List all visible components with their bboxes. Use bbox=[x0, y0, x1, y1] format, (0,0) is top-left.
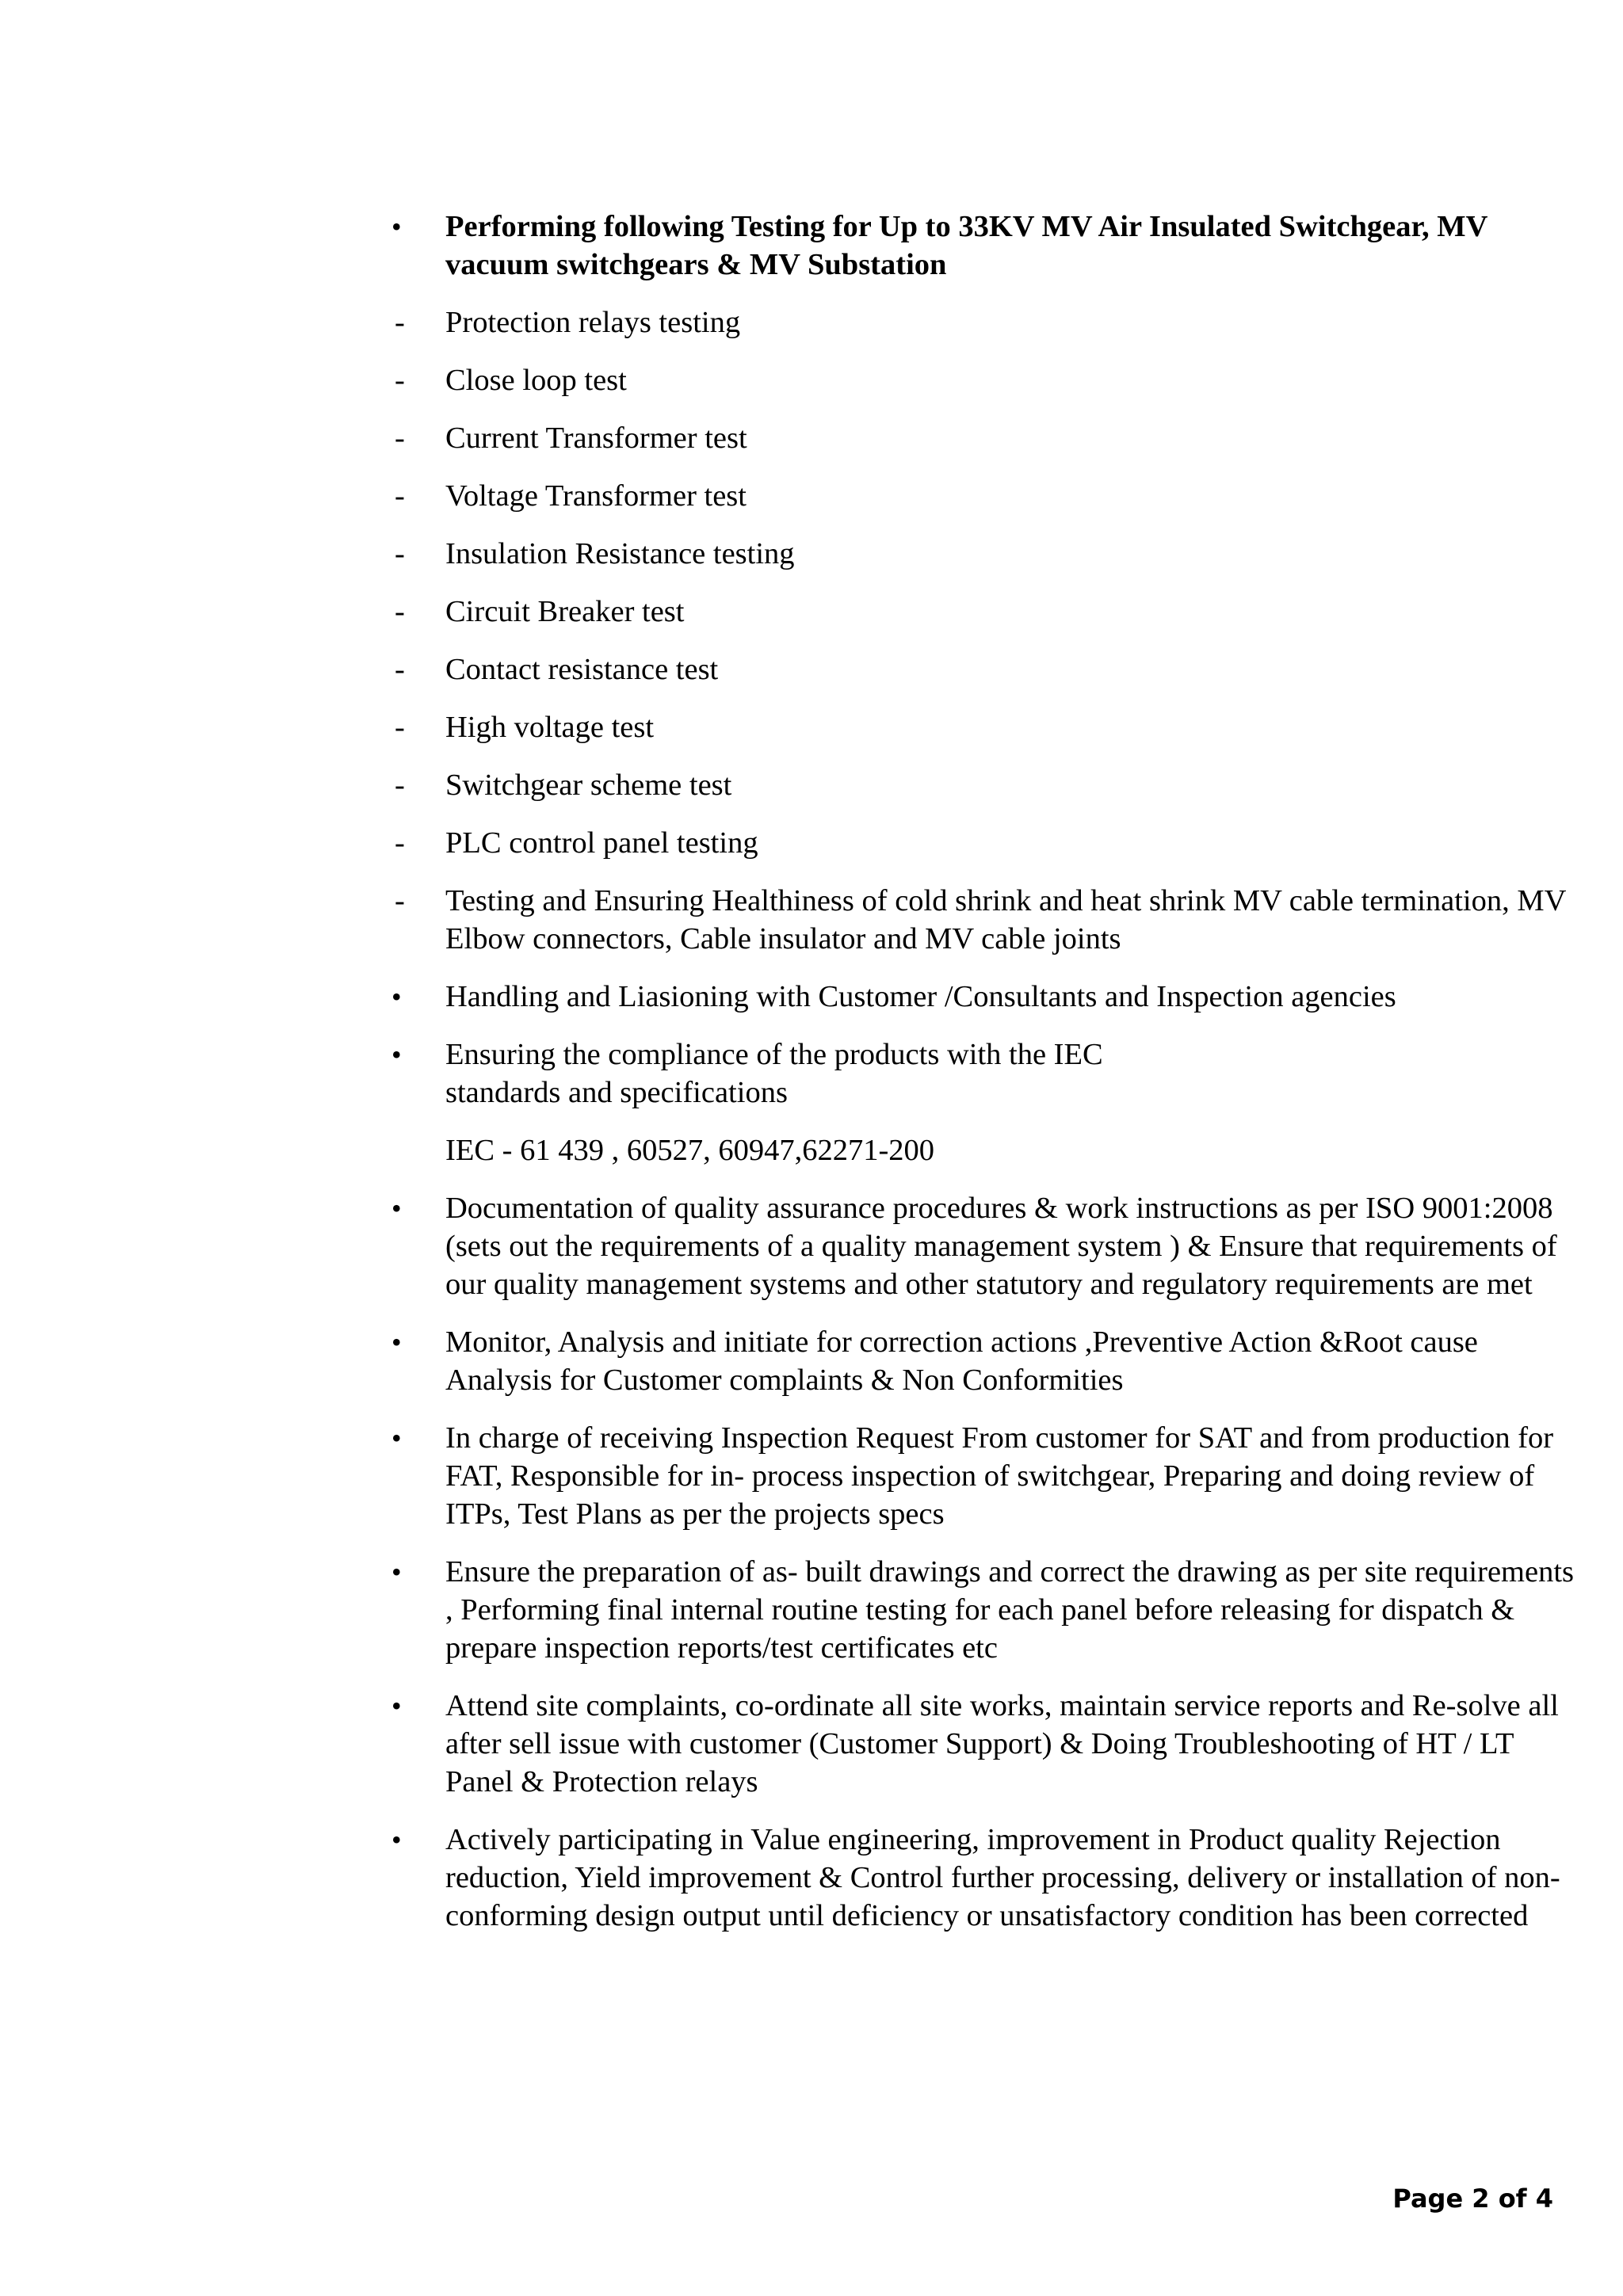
bullet-marker: • bbox=[391, 211, 402, 242]
list-item bbox=[388, 361, 1577, 399]
list-item bbox=[388, 978, 1577, 1016]
dash-marker: - bbox=[395, 306, 405, 339]
list-item-text: Handling and Liasioning with Customer /Consultants and Inspection agencies bbox=[445, 980, 1396, 1013]
list-item bbox=[388, 766, 1577, 804]
dash-marker: - bbox=[395, 479, 405, 513]
list-item bbox=[388, 1323, 1577, 1399]
list-item-text: Monitor, Analysis and initiate for correction actions ,Preventive Action &Root cause Analysis for Customer complaints & Non Conformities bbox=[445, 1325, 1478, 1397]
document-body bbox=[388, 208, 1577, 1955]
list-item-text: IEC - 61 439 , 60527, 60947,62271-200 bbox=[445, 1134, 935, 1167]
dash-marker: - bbox=[395, 826, 405, 860]
list-item-text: Close loop test bbox=[445, 364, 627, 397]
list-item bbox=[388, 882, 1577, 958]
dash-marker: - bbox=[395, 769, 405, 802]
list-item-text: Testing and Ensuring Healthiness of cold shrink and heat shrink MV cable termination, MV Elbow connectors, Cable insulator and MV cable joints bbox=[445, 884, 1566, 955]
dash-marker: - bbox=[395, 537, 405, 570]
dash-marker: - bbox=[395, 711, 405, 744]
dash-marker: - bbox=[395, 595, 405, 628]
list-item-text: High voltage test bbox=[445, 711, 655, 744]
bullet-marker: • bbox=[391, 1824, 402, 1855]
list-item-text: Ensure the preparation of as- built drawings and correct the drawing as per site requirements , Performing final internal routine testing for each panel before releasing for dispatch & prepare inspection reports/test certificates etc bbox=[445, 1555, 1574, 1665]
list-item-text: In charge of receiving Inspection Request From customer for SAT and from production for FAT, Responsible for in- process inspection of switchgear, Preparing and doing review of ITPs, Test Plans as per the projects specs bbox=[445, 1421, 1554, 1531]
list-item-text: Voltage Transformer test bbox=[445, 479, 747, 513]
list-item bbox=[388, 1553, 1577, 1667]
list-item bbox=[388, 419, 1577, 457]
bullet-marker: • bbox=[391, 1690, 402, 1722]
list-item bbox=[388, 208, 1577, 284]
list-item bbox=[388, 1189, 1577, 1303]
list-item bbox=[388, 650, 1577, 688]
list-item bbox=[388, 1035, 1577, 1112]
dash-marker: - bbox=[395, 364, 405, 397]
list-item bbox=[388, 708, 1577, 746]
bullet-marker: • bbox=[391, 1039, 402, 1070]
list-item-text: PLC control panel testing bbox=[445, 826, 758, 860]
dash-marker: - bbox=[395, 653, 405, 686]
list-item bbox=[388, 1419, 1577, 1533]
list-item bbox=[388, 1821, 1577, 1935]
list-item bbox=[388, 824, 1577, 862]
dash-marker: - bbox=[395, 421, 405, 455]
list-item bbox=[388, 477, 1577, 515]
bullet-marker: • bbox=[391, 981, 402, 1013]
list-item-text: Circuit Breaker test bbox=[445, 595, 685, 628]
list-item-text: Documentation of quality assurance procedures & work instructions as per ISO 9001:2008 (sets out the requirements of a quality management system ) & Ensure that requirements of our quality management systems and other statutory and regulatory requirements are met bbox=[445, 1192, 1557, 1301]
list-item-text: Protection relays testing bbox=[445, 306, 741, 339]
list-item bbox=[388, 593, 1577, 631]
list-item-text: Current Transformer test bbox=[445, 421, 747, 455]
list-item bbox=[388, 1687, 1577, 1801]
list-item-text: Actively participating in Value engineering, improvement in Product quality Rejection reduction, Yield improvement & Control further processing, delivery or installation of non-conforming design output until deficiency or unsatisfactory condition has been corrected bbox=[445, 1823, 1560, 1932]
list-item-text: Attend site complaints, co-ordinate all site works, maintain service reports and Re-solve all after sell issue with customer (Customer Support) & Doing Troubleshooting of HT / LT Panel & Protection relays bbox=[445, 1689, 1559, 1798]
list-item-text: Contact resistance test bbox=[445, 653, 719, 686]
list-item-text: Ensuring the compliance of the products with the IEC standards and specifications bbox=[445, 1038, 1103, 1109]
list-item-text: Insulation Resistance testing bbox=[445, 537, 795, 570]
standards-line bbox=[388, 1131, 1577, 1169]
list-item-text: Switchgear scheme test bbox=[445, 769, 732, 802]
bullet-marker: • bbox=[391, 1326, 402, 1358]
list-item-text: Performing following Testing for Up to 33KV MV Air Insulated Switchgear, MV vacuum switchgears & MV Substation bbox=[445, 210, 1487, 281]
list-item bbox=[388, 303, 1577, 341]
bullet-marker: • bbox=[391, 1556, 402, 1588]
bullet-marker: • bbox=[391, 1422, 402, 1454]
page-number: Page 2 of 4 bbox=[1392, 2183, 1553, 2214]
bullet-marker: • bbox=[391, 1192, 402, 1224]
dash-marker: - bbox=[395, 884, 405, 917]
list-item bbox=[388, 535, 1577, 573]
